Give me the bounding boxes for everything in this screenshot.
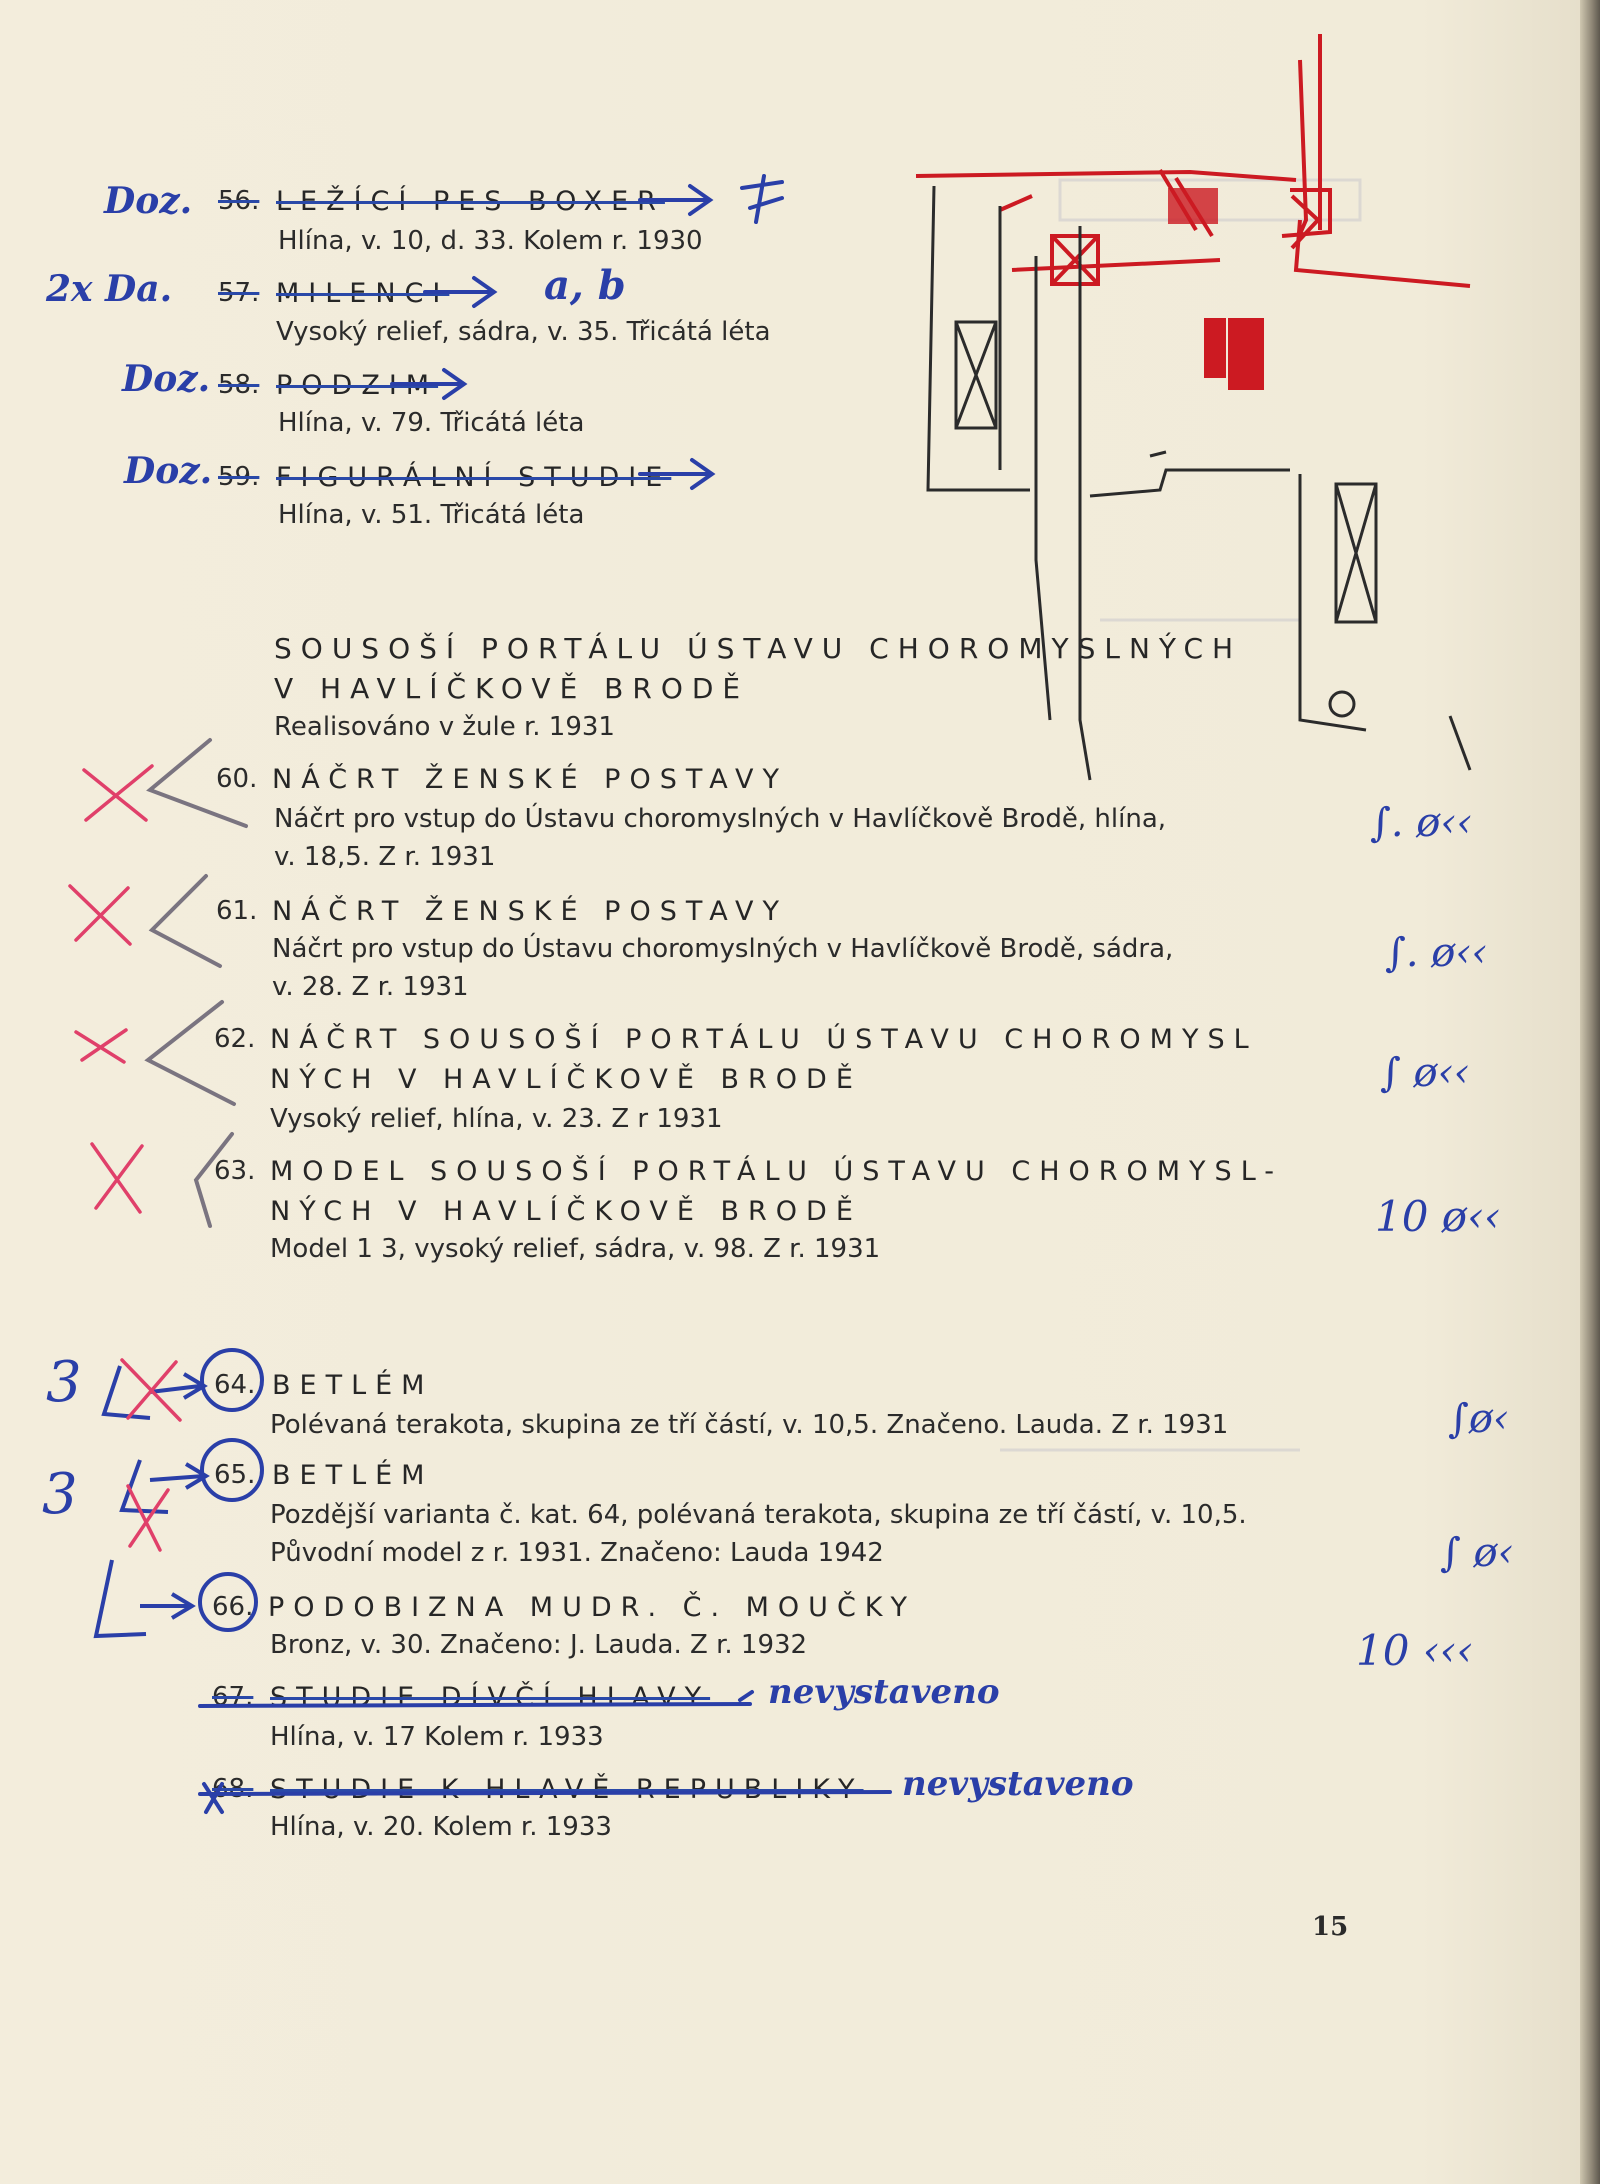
entry-number: 68. <box>212 1774 254 1804</box>
entry-desc-line1: Bronz, v. 30. Značeno: J. Lauda. Z r. 1932 <box>270 1630 808 1660</box>
page-number: 15 <box>1312 1912 1349 1942</box>
handwritten-note: 10 ø‹‹ <box>1375 1192 1501 1241</box>
pencil-check-icon <box>148 740 246 1226</box>
entry-number: 63. <box>214 1156 256 1186</box>
entry-title: LEŽÍCÍ PES BOXER <box>276 186 665 217</box>
entry-number: 59. <box>218 462 260 492</box>
handwritten-note: ∫ ø‹ <box>1440 1530 1514 1576</box>
entry-title: NÁČRT ŽENSKÉ POSTAVY <box>272 896 788 927</box>
book-spine <box>1580 0 1600 2184</box>
handwritten-note: ∫ø‹ <box>1448 1396 1509 1442</box>
entry-title: FIGURÁLNÍ STUDIE <box>276 462 672 493</box>
margin-mark-65: 3 <box>42 1462 78 1527</box>
entry-title-line2: NÝCH V HAVLÍČKOVĚ BRODĚ <box>270 1064 862 1095</box>
margin-mark-64: 3 <box>46 1350 82 1415</box>
structure-sketch-icon <box>928 186 1470 780</box>
entry-title: NÁČRT ŽENSKÉ POSTAVY <box>272 764 788 795</box>
entry-number: 62. <box>214 1024 256 1054</box>
entry-desc: Hlína, v. 10, d. 33. Kolem r. 1930 <box>278 226 703 256</box>
entry-title: PODZIM <box>276 370 439 401</box>
handwritten-note: ∫. ø‹‹ <box>1385 930 1488 976</box>
entry-desc-line1: Model 1 3, vysoký relief, sádra, v. 98. Z r. 1931 <box>270 1234 881 1264</box>
margin-mark-59: Doz. <box>124 450 213 492</box>
entry-number: 56. <box>218 186 260 216</box>
entry-desc-line1: Náčrt pro vstup do Ústavu choromyslných v Havlíčkově Brodě, hlína, <box>274 804 1167 834</box>
entry-number: 65. <box>214 1460 256 1490</box>
entry-title: STUDIE K HLAVĚ REPUBLIKY <box>270 1774 864 1805</box>
entry-desc: Hlína, v. 79. Třicátá léta <box>278 408 585 438</box>
entry-desc-line1: Pozdější varianta č. kat. 64, polévaná terakota, skupina ze tří částí, v. 10,5. <box>270 1500 1247 1530</box>
handwritten-note: nevystaveno <box>902 1764 1134 1804</box>
entry-number: 57. <box>218 278 260 308</box>
x-mark-icon <box>70 766 180 1550</box>
section-desc: Realisováno v žule r. 1931 <box>274 712 615 742</box>
entry-number: 66. <box>212 1592 254 1622</box>
entry-desc-line1: Náčrt pro vstup do Ústavu choromyslných v Havlíčkově Brodě, sádra, <box>272 934 1174 964</box>
entry-desc: Vysoký relief, sádra, v. 35. Třicátá léta <box>276 317 771 347</box>
entry-desc-line2: v. 28. Z r. 1931 <box>272 972 469 1002</box>
blue-arrow-icon <box>200 176 890 1812</box>
entry-number: 67. <box>212 1682 254 1712</box>
entry-number: 64. <box>214 1370 256 1400</box>
entry-number: 60. <box>216 764 258 794</box>
entry-title-line2: NÝCH V HAVLÍČKOVĚ BRODĚ <box>270 1196 862 1227</box>
entry-desc-line1: Vysoký relief, hlína, v. 23. Z r 1931 <box>270 1104 723 1134</box>
after-mark-57: a, b <box>544 262 626 309</box>
handwritten-note: 10 ‹‹‹ <box>1356 1626 1474 1675</box>
handwritten-note: nevystaveno <box>768 1672 1000 1712</box>
entry-desc-line1: Polévaná terakota, skupina ze tří částí, v. 10,5. Značeno. Lauda. Z r. 1931 <box>270 1410 1229 1440</box>
entry-desc: Hlína, v. 51. Třicátá léta <box>278 500 585 530</box>
margin-mark-56: Doz. <box>104 180 193 222</box>
entry-desc-line2: Původní model z r. 1931. Značeno: Lauda 1942 <box>270 1538 884 1568</box>
entry-desc-line2: v. 18,5. Z r. 1931 <box>274 842 496 872</box>
entry-number: 58. <box>218 370 260 400</box>
entry-title: PODOBIZNA MUDR. Č. MOUČKY <box>268 1592 917 1623</box>
handwritten-note: ∫. ø‹‹ <box>1370 800 1473 846</box>
section-title-line1: SOUSOŠÍ PORTÁLU ÚSTAVU CHOROMYSLNÝCH <box>274 632 1243 665</box>
entry-title-line1: NÁČRT SOUSOŠÍ PORTÁLU ÚSTAVU CHOROMYSL <box>270 1024 1258 1055</box>
entry-title: STUDIE DÍVČÍ HLAVY <box>270 1682 711 1713</box>
entry-title-line1: MODEL SOUSOŠÍ PORTÁLU ÚSTAVU CHOROMYSL- <box>270 1156 1284 1187</box>
entry-title: MILENCI <box>276 278 450 309</box>
section-title-line2: V HAVLÍČKOVĚ BRODĚ <box>274 672 750 705</box>
entry-desc-line1: Hlína, v. 17 Kolem r. 1933 <box>270 1722 604 1752</box>
circle-mark-icon <box>96 1350 262 1636</box>
entry-title: BETLÉM <box>272 1460 434 1491</box>
margin-mark-58: Doz. <box>122 358 211 400</box>
margin-mark-57: 2x Da. <box>46 268 173 310</box>
handwritten-note: ∫ ø‹‹ <box>1380 1050 1470 1096</box>
entry-title: BETLÉM <box>272 1370 434 1401</box>
entry-number: 61. <box>216 896 258 926</box>
entry-desc-line1: Hlína, v. 20. Kolem r. 1933 <box>270 1812 612 1842</box>
